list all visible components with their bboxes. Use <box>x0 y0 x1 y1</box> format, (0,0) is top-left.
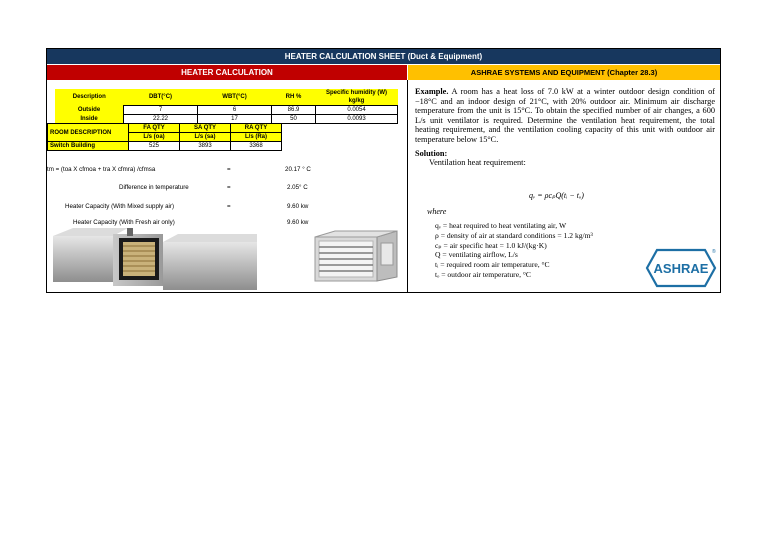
example-lead: Example. <box>415 87 449 96</box>
header-description: Description <box>55 89 124 106</box>
fresh-capacity-label: Heater Capacity (With Fresh air only) <box>73 219 175 226</box>
ra-qty-header: RA QTY <box>231 124 282 133</box>
outside-row <box>55 106 398 115</box>
ra-value[interactable]: 3368 <box>231 142 282 151</box>
outside-w-cell[interactable]: 0.0054 <box>316 106 398 115</box>
logo-text: ASHRAE <box>653 261 709 276</box>
definition-item: Q = ventilating airflow, L/s <box>435 250 518 260</box>
room-table <box>47 123 282 151</box>
room-header-top <box>48 124 282 133</box>
definition-item: tₒ = outdoor air temperature, °C <box>435 269 531 279</box>
outside-dbt-cell[interactable]: 7 <box>124 106 198 115</box>
svg-text:®: ® <box>712 249 716 255</box>
equipment-heater-image <box>309 229 403 291</box>
sa-value[interactable]: 3893 <box>180 142 231 151</box>
solution-block <box>415 149 715 168</box>
mixed-capacity-value: 9.60 kw <box>287 203 309 210</box>
inside-wbt-cell[interactable]: 17 <box>198 115 272 124</box>
conditions-table <box>55 89 398 124</box>
calculation-sheet <box>46 48 721 293</box>
diff-label: Difference in temperature <box>119 184 189 191</box>
inside-w-cell[interactable]: 0.0093 <box>316 115 398 124</box>
definition-item: qᵥ = heat required to heat ventilating air, W <box>435 221 567 230</box>
outside-rh-cell[interactable]: 86.9 <box>272 106 316 115</box>
header-wbt: WBT(°C) <box>198 89 272 106</box>
sa-unit: L/s (sa) <box>180 133 231 142</box>
definition-item: ρ = density of air at standard conditions = 1.2 kg/m³ <box>435 230 593 240</box>
room-name: Switch Building <box>48 142 129 151</box>
mix-temp-value: 20.17 ° C <box>285 166 311 173</box>
diff-value: 2.05° C <box>287 184 308 191</box>
header-specific-humidity: Specific humidity (W) kg/kg <box>316 89 398 106</box>
definition-item: tᵢ = required room air temperature, °C <box>435 260 550 270</box>
room-description-label: ROOM DESCRIPTION <box>48 124 129 142</box>
column-divider <box>407 80 408 292</box>
header-rh: RH % <box>272 89 316 106</box>
ra-unit: L/s (Ra) <box>231 133 282 142</box>
example-text <box>415 87 715 168</box>
solution-text: Ventilation heat requirement: <box>429 158 526 168</box>
fa-value[interactable]: 525 <box>129 142 180 151</box>
ashrae-logo <box>645 247 717 289</box>
outside-label: Outside <box>55 106 124 115</box>
ventilation-equation: qᵥ = ρcₚQ(tᵢ − tₒ) <box>529 191 584 200</box>
ashrae-header: ASHRAE SYSTEMS AND EQUIPMENT (Chapter 28.3) <box>408 65 720 80</box>
definitions-list <box>435 221 593 280</box>
where-label: where <box>427 207 447 216</box>
fa-qty-header: FA QTY <box>129 124 180 133</box>
example-body: A room has a heat loss of 7.0 kW at a winter outdoor design condition of −18°C and an indoor design of 21°C, with 20% outdoor air. Minimum air discharge temperature from the unit is 15°C. To obtain the specified number of air changes, a 600 L/s unit ventilator is required. Determine the ventilation heat requirement, the total heating requirement, and the ventilation cooling capacity of this unit with outdoor air temperature below 15°C. <box>415 87 715 144</box>
header-dbt: DBT(°C) <box>124 89 198 106</box>
sa-qty-header: SA QTY <box>180 124 231 133</box>
conditions-header-row <box>55 89 398 106</box>
sheet-title: HEATER CALCULATION SHEET (Duct & Equipment) <box>47 49 720 64</box>
mixed-capacity-sep: = <box>227 203 231 210</box>
mix-formula: tm = (toa X cfmoa + tra X cfmra) /cfmsa <box>47 166 156 173</box>
inside-dbt-cell[interactable]: 22.22 <box>124 115 198 124</box>
mixed-capacity-label: Heater Capacity (With Mixed supply air) <box>65 203 175 210</box>
duct-heater-image <box>53 228 257 290</box>
fa-unit: L/s (oa) <box>129 133 180 142</box>
diff-sep: = <box>227 184 231 191</box>
mix-formula-sep: = <box>227 166 231 173</box>
room-row <box>48 142 282 151</box>
solution-label: Solution: <box>415 148 448 158</box>
heater-calculation-header: HEATER CALCULATION <box>47 65 407 80</box>
definition-item: cₚ = air specific heat = 1.0 kJ/(kg·K) <box>435 240 547 250</box>
fresh-capacity-value: 9.60 kw <box>287 219 309 226</box>
inside-rh-cell[interactable]: 50 <box>272 115 316 124</box>
inside-label: Inside <box>55 115 124 124</box>
outside-wbt-cell[interactable]: 6 <box>198 106 272 115</box>
